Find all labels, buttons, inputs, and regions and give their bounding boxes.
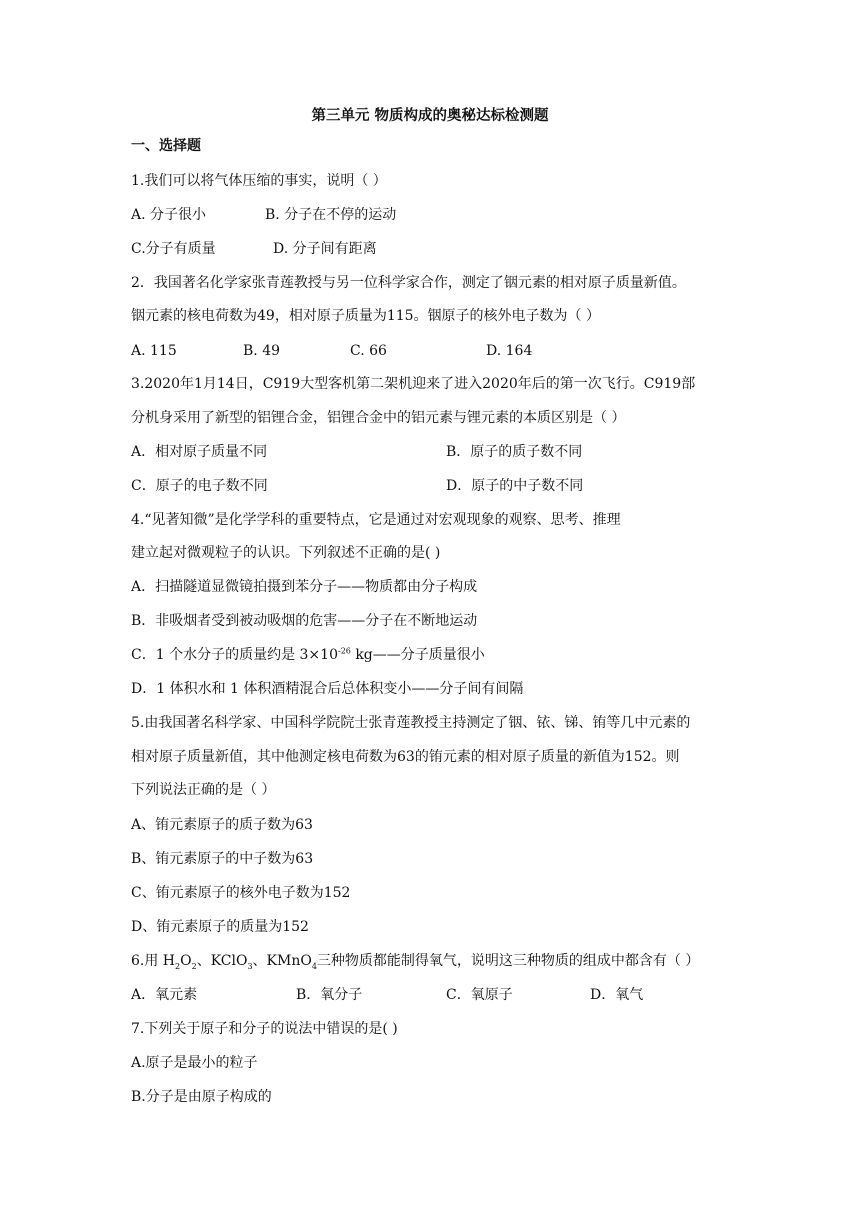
section-heading: 一、选择题 — [131, 138, 201, 154]
question-1-option-b: B. 分子在不停的运动 — [265, 207, 397, 223]
question-5-stem-line-2: 相对原子质量新值，其中他测定核电荷数为63的铕元素的相对原子质量的新值为152。则 — [131, 749, 680, 765]
question-5-stem-line-3: 下列说法正确的是（ ） — [131, 782, 276, 798]
question-1-option-d: D. 分子间有距离 — [273, 241, 377, 257]
question-5-stem-line-1: 5.由我国著名科学家、中国科学院院士张青莲教授主持测定了铟、铱、锑、铕等几中元素的 — [131, 715, 691, 731]
question-5-option-b: B、铕元素原子的中子数为63 — [131, 851, 314, 867]
question-4-stem-line-1: 4.“见著知微”是化学学科的重要特点，它是通过对宏观现象的观察、思考、推理 — [131, 512, 621, 528]
question-6-option-b: B．氧分子 — [296, 987, 363, 1003]
question-2-stem-line-1: 2．我国著名化学家张青莲教授与另一位科学家合作，测定了铟元素的相对原子质量新值。 — [131, 275, 686, 291]
q6-sub-1: 2 — [175, 961, 181, 971]
question-3-option-a: A．相对原子质量不同 — [131, 444, 268, 460]
question-4-option-d: D．1 体积水和 1 体积酒精混合后总体积变小——分子间有间隔 — [131, 681, 524, 697]
question-6-option-d: D．氧气 — [590, 987, 644, 1003]
question-1-option-c: C.分子有质量 — [131, 241, 216, 257]
question-2-stem-line-2: 铟元素的核电荷数为49，相对原子质量为115。铟原子的核外电子数为（ ） — [131, 308, 600, 324]
question-2-option-b: B. 49 — [243, 343, 281, 359]
q6-sub-3: 3 — [247, 961, 253, 971]
question-6-option-a: A．氧元素 — [131, 987, 198, 1003]
q6-sub-2: 2 — [191, 961, 197, 971]
question-2-option-c: C. 66 — [350, 343, 387, 359]
question-1-stem: 1.我们可以将气体压缩的事实，说明（ ） — [131, 173, 387, 189]
question-6-stem — [131, 951, 699, 971]
q6-text-3: 、KClO — [196, 953, 248, 969]
question-4-option-b: B．非吸烟者受到被动吸烟的危害——分子在不断地运动 — [131, 613, 478, 629]
question-6-option-c: C．氧原子 — [446, 987, 513, 1003]
page-title: 第三单元 物质构成的奥秘达标检测题 — [311, 108, 549, 124]
q6-text-1: 6.用 H — [131, 953, 176, 969]
question-2-option-d: D. 164 — [486, 343, 533, 359]
question-2-option-a: A. 115 — [131, 343, 177, 359]
q6-text-2: O — [180, 953, 192, 969]
question-4-option-c-text: C．1 个水分子的质量约是 3×10 — [131, 647, 338, 663]
question-5-option-d: D、铕元素原子的质量为152 — [131, 919, 309, 935]
question-5-option-c: C、铕元素原子的核外电子数为152 — [131, 885, 351, 901]
question-5-option-a: A、铕元素原子的质子数为63 — [131, 817, 313, 833]
question-7-option-b: B.分子是由原子构成的 — [131, 1089, 272, 1105]
question-4-option-a: A．扫描隧道显微镜拍摄到苯分子——物质都由分子构成 — [131, 579, 478, 595]
q6-text-4: 、KMnO — [252, 953, 312, 969]
question-7-option-a: A.原子是最小的粒子 — [131, 1055, 258, 1071]
question-3-option-c: C．原子的电子数不同 — [131, 478, 268, 494]
question-3-option-b: B．原子的质子数不同 — [446, 444, 583, 460]
question-3-stem-line-2: 分机身采用了新型的铝锂合金，铝锂合金中的铝元素与锂元素的本质区别是（ ） — [131, 410, 626, 426]
question-7-stem: 7.下列关于原子和分子的说法中错误的是( ) — [131, 1021, 398, 1037]
q6-sub-4: 4 — [311, 961, 317, 971]
question-4-option-c — [131, 645, 485, 665]
question-4-option-c-unit: kg——分子质量很小 — [350, 647, 485, 663]
question-1-option-a: A. 分子很小 — [131, 207, 207, 223]
question-4-exponent: -26 — [337, 646, 351, 656]
q6-text-5: 三种物质都能制得氧气，说明这三种物质的组成中都含有（ ） — [316, 953, 700, 969]
question-3-stem-line-1: 3.2020年1月14日，C919大型客机第二架机迎来了进入2020年后的第一次飞行。C919部 — [131, 376, 696, 392]
question-4-stem-line-2: 建立起对微观粒子的认识。下列叙述不正确的是( ) — [131, 545, 441, 561]
question-3-option-d: D．原子的中子数不同 — [446, 478, 584, 494]
